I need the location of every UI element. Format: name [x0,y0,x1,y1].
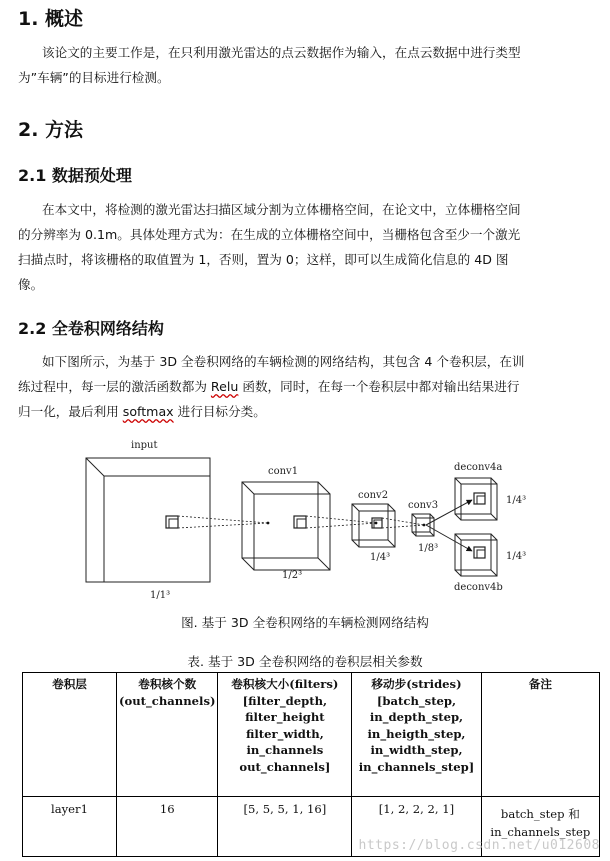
softmax-term: softmax [122,404,174,419]
conv-params-table [22,672,600,857]
scale-input: 1/1³ [150,590,171,601]
paragraph-line: 扫描点时，将该栅格的取值置为 1，否则，置为 0；这样，即可以生成简化信息的 4D 图 [18,252,509,267]
header-strides: 移动步(strides) [batch_step, in_depth_step, in_heigth_step, in_width_step, in_channels_step] [352,673,481,797]
section-2-2-title: 2.2 全卷积网络结构 [18,319,164,338]
text-run: 进行目标分类。 [173,404,266,419]
section-2-title: 2. 方法 [18,119,84,141]
network-architecture-figure [0,430,610,608]
paragraph-line: 如下图所示，为基于 3D 全卷积网络的车辆检测的网络结构，其包含 4 个卷积层，在训 [42,354,525,369]
cell-layer: layer1 [23,797,117,857]
scale-deconv4b: 1/4³ [506,551,527,562]
section-2-1-title: 2.1 数据预处理 [18,166,132,185]
paragraph-line: 为”车辆”的目标进行检测。 [18,70,170,85]
scale-deconv4a: 1/4³ [506,495,527,506]
paragraph-line: 在本文中，将检测的激光雷达扫描区域分割为立体栅格空间，在论文中，立体栅格空间 [42,202,521,217]
relu-term: Relu [210,379,239,394]
projection-lines [178,516,424,528]
conv2-volume [352,504,395,547]
conv3-point [423,524,426,527]
label-deconv4b: deconv4b [454,582,503,593]
label-conv1: conv1 [268,466,299,477]
watermark: https://blog.csdn.net/u012608 [358,838,600,853]
label-deconv4a: deconv4a [454,462,503,473]
paragraph-line: 该论文的主要工作是，在只利用激光雷达的点云数据作为输入，在点云数据中进行类型 [42,45,521,60]
section-2-1-paragraph [18,197,592,297]
conv2-point [375,522,378,525]
label-input: input [131,440,158,451]
scale-conv3: 1/8³ [418,543,439,554]
table-header-row [23,673,600,797]
header-notes: 备注 [481,673,599,797]
deconv4a-volume [455,478,497,520]
conv1-volume [242,482,330,570]
cell-filters: [5, 5, 5, 1, 16] [218,797,352,857]
table-caption: 表. 基于 3D 全卷积网络的卷积层相关参数 [187,654,423,669]
section-2-2-paragraph [18,349,592,424]
header-layer: 卷积层 [23,673,117,797]
header-filters: 卷积核大小(filters) [filter_depth, filter_height filter_width, in_channels out_channels] [218,673,352,797]
paragraph-line: 的分辨率为 0.1m。具体处理方式为：在生成的立体栅格空间中，当栅格包含至少一个激光 [18,227,521,242]
paragraph-line: 像。 [18,277,44,292]
section-1-title: 1. 概述 [18,8,84,30]
header-out-channels: 卷积核个数 (out_channels) [117,673,218,797]
figure-caption: 图. 基于 3D 全卷积网络的车辆检测网络结构 [181,615,429,630]
scale-conv1: 1/2³ [282,570,303,581]
cell-notes: batch_step 和 in_channels_step [481,797,599,857]
paragraph-line [18,399,592,424]
label-conv3: conv3 [408,500,439,511]
input-volume [86,458,210,582]
cell-out-channels: 16 [117,797,218,857]
label-conv2: conv2 [358,490,389,501]
scale-conv2: 1/4³ [370,552,391,563]
deconv4b-volume [455,534,497,576]
text-run: 函数，同时，在每一个卷积层中都对输出结果进行 [238,379,520,394]
section-1-paragraph [18,40,592,90]
conv1-point [267,522,270,525]
paragraph-line [18,374,592,399]
cell-strides: [1, 2, 2, 2, 1] [352,797,481,857]
text-run: 归一化，最后利用 [18,404,123,419]
text-run: 练过程中，每一层的激活函数都为 [18,379,211,394]
